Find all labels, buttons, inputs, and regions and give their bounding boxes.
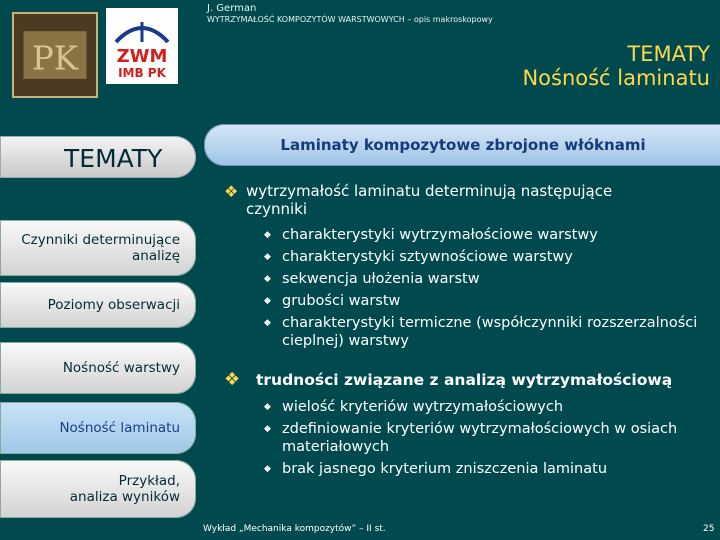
list-item: sekwencja ułożenia warstw <box>282 271 480 287</box>
sidebar-item-label: analizę <box>132 248 180 264</box>
diamond-bullet-icon: ❖ <box>224 369 241 390</box>
section-banner: Laminaty kompozytowe zbrojone włóknami <box>204 124 720 166</box>
topic-line2: Nośność laminatu <box>522 66 710 90</box>
list-item-continued: cieplnej) warstwy <box>282 333 409 349</box>
list-item: zdefiniowanie kryteriów wytrzymałościowych w osiach <box>282 421 678 437</box>
sidebar-item-czynniki[interactable] <box>0 220 196 276</box>
list-item: wielość kryteriów wytrzymałościowych <box>282 399 564 415</box>
zwm-logo-subtext: IMB PK <box>118 66 166 80</box>
sidebar-item-nosnosc-laminatu[interactable] <box>0 402 196 454</box>
sidebar-title: TEMATY <box>64 144 163 173</box>
sidebar-item-label: Poziomy obserwacji <box>47 297 180 313</box>
footer-text: Wykład „Mechanika kompozytów” – II st. <box>203 524 386 534</box>
lead-section2: trudności związane z analizą wytrzymałościową <box>256 371 673 389</box>
list-item: charakterystyki sztywnościowe warstwy <box>282 249 573 265</box>
sidebar-item-label: Nośność laminatu <box>59 420 180 436</box>
lead-line2: czynniki <box>246 200 308 218</box>
topic-title <box>522 42 710 90</box>
svg-text:PK: PK <box>31 39 79 78</box>
sidebar-item-nosnosc-warstwy[interactable] <box>0 342 196 394</box>
bullet-icon: ◆ <box>264 274 271 284</box>
bullet-icon: ◆ <box>264 252 271 262</box>
bullet-icon: ◆ <box>264 424 271 434</box>
sidebar-item-label: Czynniki determinujące <box>21 232 180 248</box>
list-item: charakterystyki termiczne (współczynniki rozszerzalności <box>282 315 698 331</box>
diamond-bullet-icon: ❖ <box>224 182 239 201</box>
pk-logo <box>12 12 98 98</box>
lead-line1: wytrzymałość laminatu determinują następujące <box>246 182 613 200</box>
bullet-icon: ◆ <box>264 318 271 328</box>
header-subtitle: WYTRZYMAŁOŚĆ KOMPOZYTÓW WARSTWOWYCH – opis makroskopowy <box>207 15 493 24</box>
topic-line1: TEMATY <box>627 42 710 66</box>
bullet-icon: ◆ <box>264 230 271 240</box>
list-item: brak jasnego kryterium zniszczenia laminatu <box>282 461 608 477</box>
bullet-icon: ◆ <box>264 464 271 474</box>
zwm-logo-text: ZWM <box>116 46 168 67</box>
header-author: J. German <box>207 3 257 14</box>
list-item-continued: materiałowych <box>282 439 390 455</box>
zwm-logo <box>106 8 178 84</box>
list-item: charakterystyki wytrzymałościowe warstwy <box>282 227 598 243</box>
list-item: grubości warstw <box>282 293 401 309</box>
sidebar-item-label: Nośność warstwy <box>62 360 180 376</box>
sidebar-item-poziomy[interactable] <box>0 282 196 328</box>
sidebar-item-przyklad[interactable] <box>0 460 196 518</box>
bullet-icon: ◆ <box>264 296 271 306</box>
page-number: 25 <box>703 524 715 534</box>
sidebar-item-label: analiza wyników <box>69 489 180 505</box>
bullet-icon: ◆ <box>264 402 271 412</box>
sidebar-item-label: Przykład, <box>118 473 180 489</box>
